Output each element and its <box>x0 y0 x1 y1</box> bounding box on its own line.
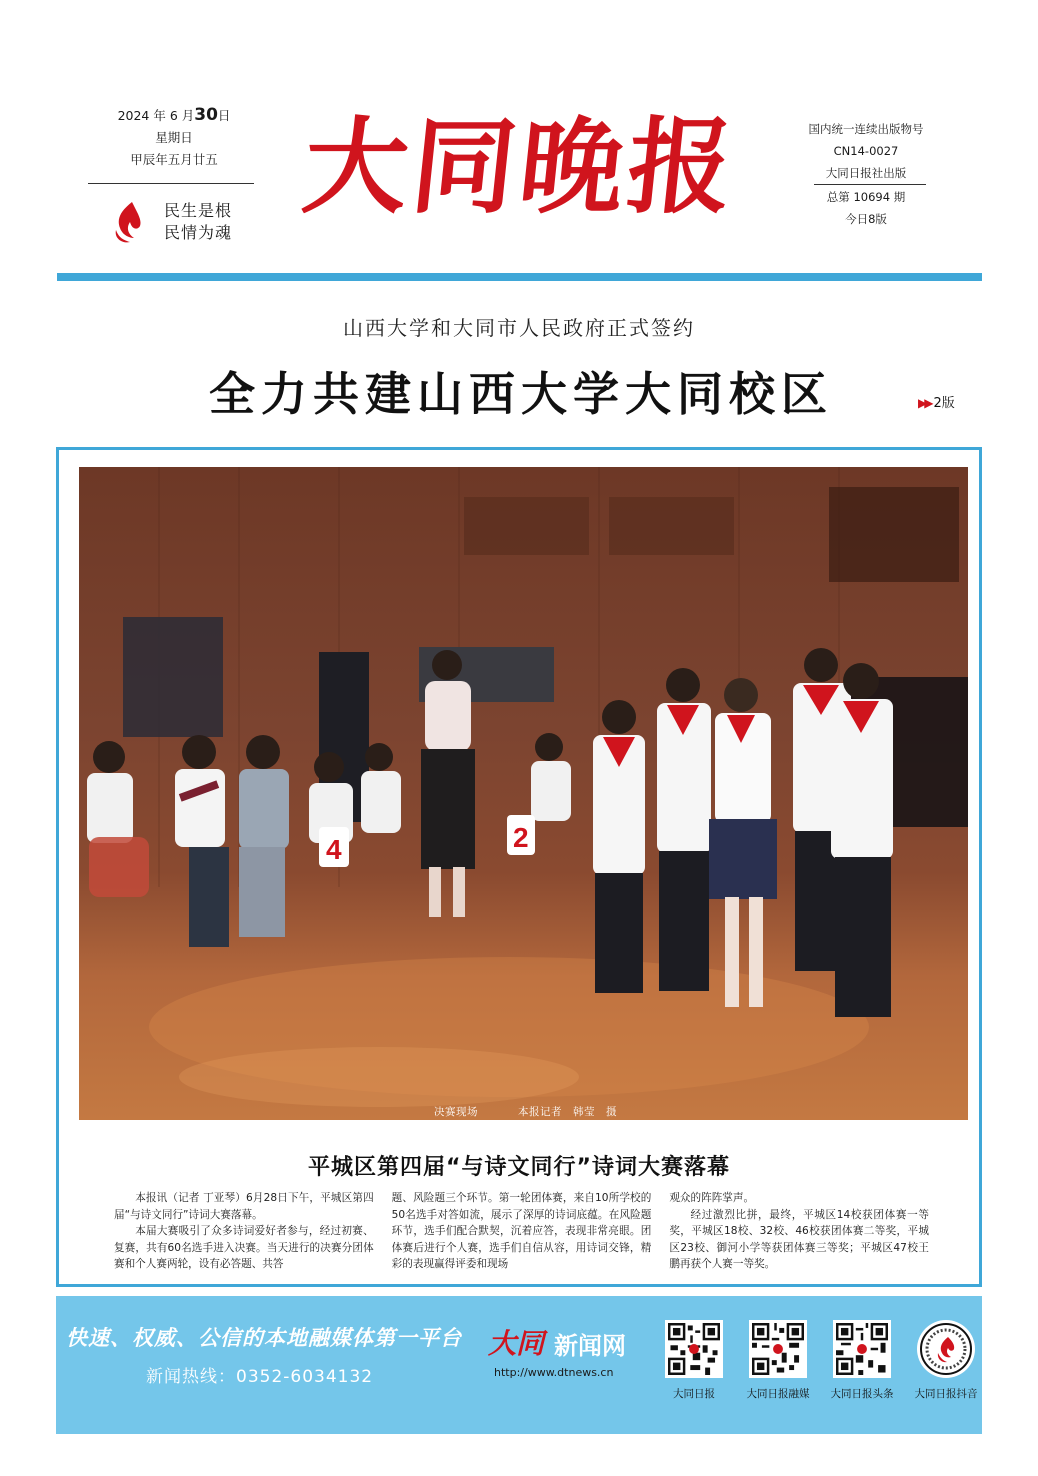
double-arrow-icon: ▶▶ <box>918 396 931 410</box>
lunar-date: 甲辰年五月廿五 <box>130 152 218 167</box>
brand-logo-mark: 大同 <box>488 1327 545 1360</box>
qr-code-dt-daily[interactable] <box>652 1320 736 1401</box>
news-photo[interactable] <box>79 467 968 1120</box>
qr-code-icon <box>749 1320 807 1378</box>
lead-headline[interactable]: 全力共建山西大学大同校区 <box>209 367 833 421</box>
divider <box>88 183 254 184</box>
paragraph: 本报讯（记者 丁亚琴）6月28日下午，平城区第四届“与诗文同行”诗词大赛落幕。 <box>114 1192 374 1221</box>
scoreboard-4: 4 <box>326 834 342 865</box>
jump-label: 2版 <box>933 396 955 411</box>
pub-line-3: 大同日报社出版 <box>825 166 907 180</box>
story-title[interactable]: 平城区第四届“与诗文同行”诗词大赛落幕 <box>308 1155 730 1180</box>
news-hotline[interactable]: 新闻热线：0352-6034132 <box>146 1367 374 1387</box>
qr-label: 大同日报融媒 <box>746 1388 810 1400</box>
pub-line-5: 今日8版 <box>845 212 887 226</box>
brand-name: 新闻网 <box>554 1332 626 1360</box>
date-year-month: 2024 年 6 月 <box>117 108 195 123</box>
qr-code-dt-daily-douyin[interactable] <box>904 1320 988 1401</box>
pub-line-4: 总第 10694 期 <box>826 190 906 204</box>
qr-label: 大同日报头条 <box>830 1388 894 1400</box>
pub-line-2: CN14-0027 <box>833 144 899 158</box>
scoreboard-2: 2 <box>513 822 529 853</box>
motto <box>108 196 258 252</box>
lead-subhead: 山西大学和大同市人民政府正式签约 <box>343 316 695 340</box>
masthead <box>0 0 1038 270</box>
motto-text <box>164 200 232 244</box>
publication-info <box>796 118 936 184</box>
story-column-2 <box>392 1190 652 1280</box>
douyin-qr-icon <box>917 1320 975 1378</box>
paragraph: 题、风险题三个环节。第一轮团体赛，来自10所学校的50名选手对答如流，展示了深厚的诗词底蕴。在风险题环节，选手们配合默契，沉着应答，表现非常亮眼。团体赛后进行个人赛，选手们自信从容，用诗词交锋，精彩的表现赢得评委和现场 <box>391 1192 652 1271</box>
page-jump-link[interactable] <box>918 392 955 411</box>
date-day: 30 <box>194 105 218 125</box>
qr-label: 大同日报 <box>673 1388 715 1400</box>
issue-date <box>92 104 256 127</box>
caption-credit: 本报记者 韩莹 摄 <box>518 1106 617 1118</box>
qr-code-dt-daily-media[interactable] <box>736 1320 820 1401</box>
divider <box>814 184 926 185</box>
qr-code-icon <box>665 1320 723 1378</box>
paragraph: 观众的阵阵掌声。 <box>669 1192 755 1204</box>
paragraph: 本届大赛吸引了众多诗词爱好者参与，经过初赛、复赛，共有60名选手进入决赛。当天进行的决赛分团体赛和个人赛两轮，设有必答题、共答 <box>114 1225 374 1271</box>
qr-label: 大同日报抖音 <box>914 1388 978 1400</box>
paragraph: 经过激烈比拼，最终，平城区14校获团体赛一等奖，平城区18校、32校、46校获团体赛二等奖，平城区23校、御河小学等获团体赛三等奖；平城区47校王鹏再获个人赛一等奖。 <box>669 1208 930 1271</box>
motto-line-2: 民情为魂 <box>164 223 233 242</box>
feature-box <box>56 447 982 1287</box>
issue-info <box>796 186 936 230</box>
motto-line-1: 民生是根 <box>164 201 233 220</box>
photo-illustration <box>79 467 968 1120</box>
masthead-rule <box>57 273 982 281</box>
photo-caption <box>434 1104 617 1119</box>
qr-code-dt-daily-headline[interactable] <box>820 1320 904 1401</box>
story-body <box>114 1190 929 1280</box>
weekday: 星期日 <box>155 130 193 145</box>
newspaper-title: 大同晚报 <box>297 105 743 228</box>
news-site-brand[interactable] <box>488 1322 648 1392</box>
date-day-suffix: 日 <box>217 108 231 123</box>
brand-url[interactable]: http://www.dtnews.cn <box>494 1366 614 1379</box>
pub-line-1: 国内统一连续出版物号 <box>808 122 924 136</box>
banner-slogan: 快速、权威、公信的本地融媒体第一平台 <box>66 1326 462 1350</box>
flame-logo-icon <box>108 200 150 244</box>
issue-date-block <box>92 104 256 171</box>
qr-code-icon <box>833 1320 891 1378</box>
caption-scene: 决赛现场 <box>434 1106 478 1118</box>
story-column-3 <box>669 1190 929 1280</box>
footer-banner <box>56 1296 982 1434</box>
story-column-1 <box>114 1190 374 1280</box>
